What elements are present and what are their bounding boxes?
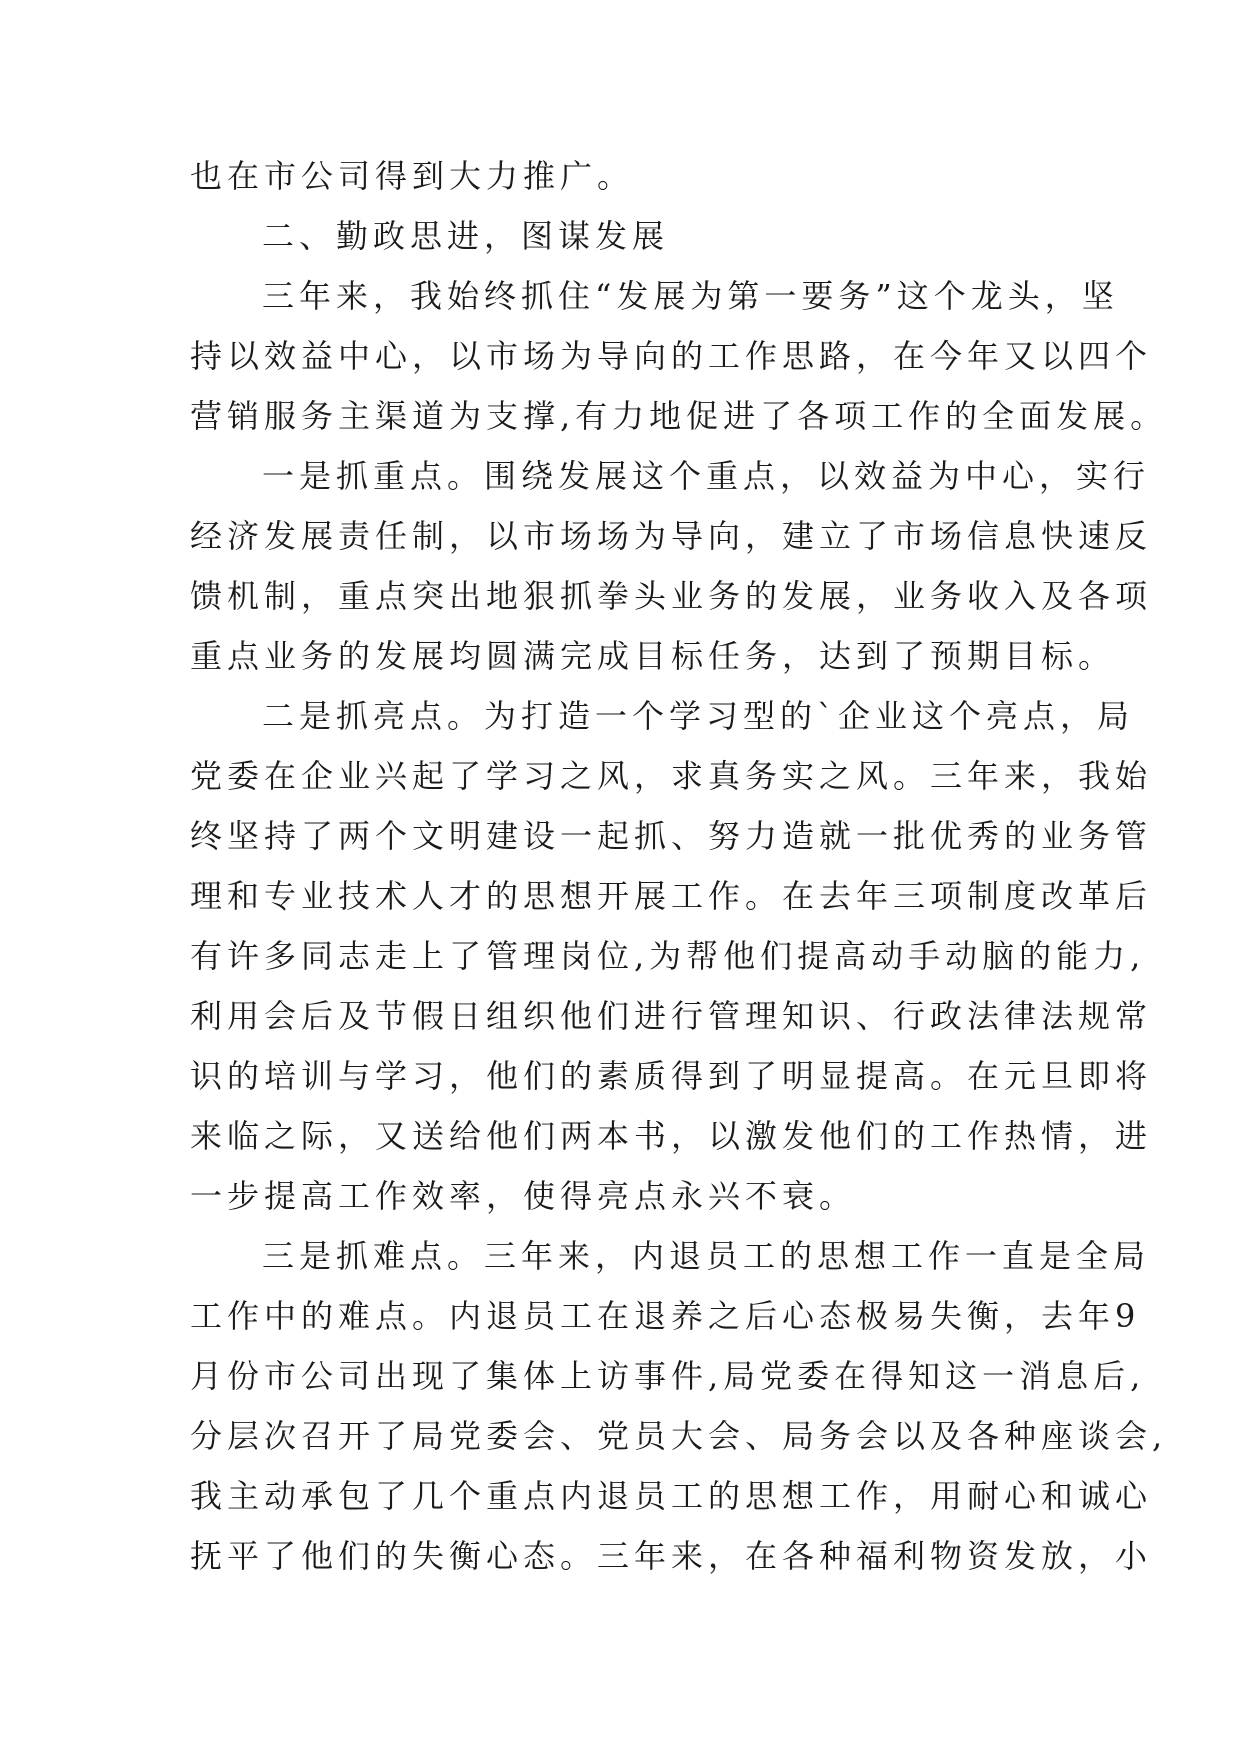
text-line: 识的培训与学习，他们的素质得到了明显提高。在元旦即将 bbox=[190, 1057, 1153, 1095]
text-line: 一步提高工作效率，使得亮点永兴不衰。 bbox=[190, 1177, 857, 1215]
text-line: 二是抓亮点。为打造一个学习型的`企业这个亮点，局 bbox=[262, 697, 1135, 735]
text-line: 党委在企业兴起了学习之风，求真务实之风。三年来，我始 bbox=[190, 757, 1153, 795]
text-line: 持以效益中心，以市场为导向的工作思路，在今年又以四个 bbox=[190, 337, 1153, 375]
text-line: 三年来，我始终抓住“发展为第一要务”这个龙头，坚 bbox=[262, 277, 1119, 315]
text-line: 我主动承包了几个重点内退员工的思想工作，用耐心和诚心 bbox=[190, 1477, 1153, 1515]
text-line: 利用会后及节假日组织他们进行管理知识、行政法律法规常 bbox=[190, 997, 1153, 1035]
text-line: 经济发展责任制，以市场场为导向，建立了市场信息快速反 bbox=[190, 517, 1153, 555]
text-line: 重点业务的发展均圆满完成目标任务，达到了预期目标。 bbox=[190, 637, 1116, 675]
text-line: 有许多同志走上了管理岗位,为帮他们提高动手动脑的能力, bbox=[190, 937, 1146, 975]
text-line: 一是抓重点。围绕发展这个重点，以效益为中心，实行 bbox=[262, 457, 1151, 495]
text-line: 终坚持了两个文明建设一起抓、努力造就一批优秀的业务管 bbox=[190, 817, 1153, 855]
text-line: 工作中的难点。内退员工在退养之后心态极易失衡，去年9 bbox=[190, 1297, 1141, 1335]
text-line: 也在市公司得到大力推广。 bbox=[190, 157, 635, 195]
text-line: 抚平了他们的失衡心态。三年来，在各种福利物资发放，小 bbox=[190, 1537, 1153, 1575]
text-line: 月份市公司出现了集体上访事件,局党委在得知这一消息后, bbox=[190, 1357, 1146, 1395]
text-line: 营销服务主渠道为支撑,有力地促进了各项工作的全面发展。 bbox=[190, 397, 1168, 435]
text-line: 来临之际，又送给他们两本书，以激发他们的工作热情，进 bbox=[190, 1117, 1153, 1155]
text-line: 理和专业技术人才的思想开展工作。在去年三项制度改革后 bbox=[190, 877, 1153, 915]
text-line: 馈机制，重点突出地狠抓拳头业务的发展，业务收入及各项 bbox=[190, 577, 1153, 615]
section-heading: 二、勤政思进，图谋发展 bbox=[262, 217, 670, 255]
text-line: 三是抓难点。三年来，内退员工的思想工作一直是全局 bbox=[262, 1237, 1151, 1275]
text-line: 分层次召开了局党委会、党员大会、局务会以及各种座谈会, bbox=[190, 1417, 1168, 1455]
document-body bbox=[190, 146, 1168, 1586]
